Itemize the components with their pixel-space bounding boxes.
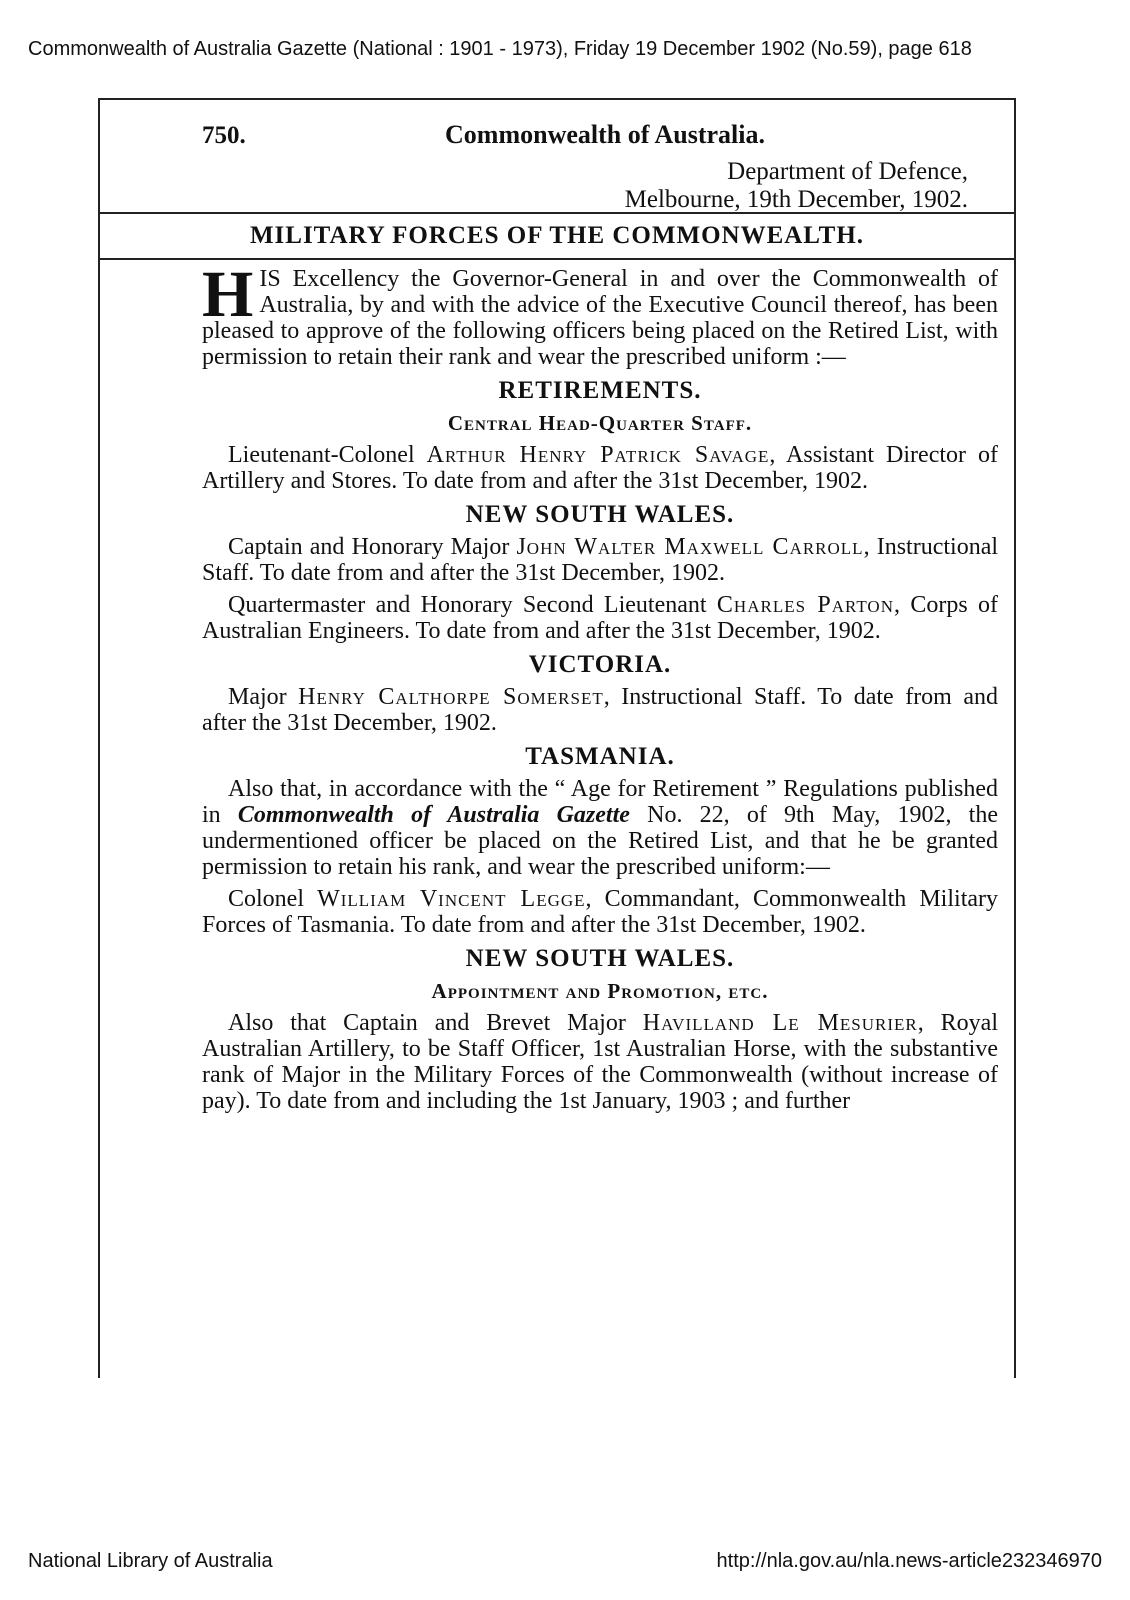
dateline [625,158,968,214]
section-banner: MILITARY FORCES OF THE COMMONWEALTH. [100,214,1014,260]
entry-carroll [202,534,998,586]
gazette-page [98,98,1016,1378]
heading-victoria: VICTORIA. [528,651,672,678]
entry-lead: Also that Captain and Brevet Major [228,1010,626,1036]
subheading-appointment-promotion: Appointment and Promotion, etc. [431,979,769,1003]
officer-name: William Vincent Legge [317,886,586,912]
footer-library: National Library of Australia [28,1550,273,1572]
officer-name: John Walter Maxwell Carroll [516,534,864,560]
heading-new-south-wales: NEW SOUTH WALES. [465,501,735,528]
regulation-text-continued: No. 22, of 9th May, 1902, the undermentioned officer be placed on the Retired List, and that he be granted permission to retain his rank, and wear the prescribed uniform:— [202,802,998,880]
entry-rank: Quartermaster and Honorary Second Lieutenant [228,592,707,618]
entry-rank: Major [228,684,287,710]
place-date: Melbourne, 19th December, 1902. [624,186,968,213]
page-caption: Commonwealth of Australia Gazette (National : 1901 - 1973), Friday 19 December 1902 (No.59), page 618 [28,38,972,60]
department-name: Department of Defence, [727,158,968,185]
regulation-text: Also that, in accordance with the “ Age for Retirement ” Regulations published in [202,776,998,828]
entry-le-mesurier [202,1010,998,1114]
officer-name: Arthur Henry Patrick Savage [426,442,770,468]
publication-title: Commonwealth of Australia. [445,120,765,149]
heading-retirements: RETIREMENTS. [498,377,702,404]
entry-somerset [202,684,998,736]
entry-parton [202,592,998,644]
page-number: 750. [202,122,246,149]
entry-rank: Lieutenant-Colonel [228,442,415,468]
officer-name: Henry Calthorpe Somerset [298,684,604,710]
intro-paragraph [202,258,998,370]
entry-detail: , Assistant Director of Artillery and Stores. To date from and after the 31st December, 1902. [202,442,999,494]
entry-savage [202,442,998,494]
entry-detail: , Instructional Staff. To date from and after the 31st December, 1902. [202,684,998,736]
entry-detail: , Instructional Staff. To date from and after the 31st December, 1902. [202,534,999,586]
drop-cap: H [202,258,254,331]
heading-new-south-wales-appointments: NEW SOUTH WALES. [465,945,735,972]
tasmania-regulation-paragraph [202,776,998,880]
officer-name: Havilland Le Mesurier [642,1010,918,1036]
gazette-title: Commonwealth of Australia Gazette [237,802,630,828]
entry-detail: , Corps of Australian Engineers. To date from and after the 31st December, 1902. [202,592,998,644]
entry-legge [202,886,998,938]
gazette-header [100,100,1014,214]
entry-detail: , Commandant, Commonwealth Military Forces of Tasmania. To date from and after the 31st December, 1902. [202,886,998,938]
officer-name: Charles Parton [716,592,894,618]
entry-detail: , Royal Australian Artillery, to be Staff Officer, 1st Australian Horse, with the substantive rank of Major in the Military Forces of the Commonwealth (without increase of pay). To date from and including the 1st January, 1903 ; and further [202,1010,999,1114]
subheading-central-staff: Central Head-Quarter Staff. [447,411,753,435]
footer-article-link[interactable]: http://nla.gov.au/nla.news-article232346970 [716,1550,1102,1572]
notice-body [100,260,1014,1114]
intro-text: IS Excellency the Governor-General in and over the Commonwealth of Australia, by and with the advice of the Executive Council thereof, has been pleased to approve of the following officers being placed on the Retired List, with permission to retain their rank and wear the prescribed uniform :— [202,266,998,370]
heading-tasmania: TASMANIA. [525,743,675,770]
entry-rank: Captain and Honorary Major [228,534,510,560]
entry-rank: Colonel [228,886,304,912]
